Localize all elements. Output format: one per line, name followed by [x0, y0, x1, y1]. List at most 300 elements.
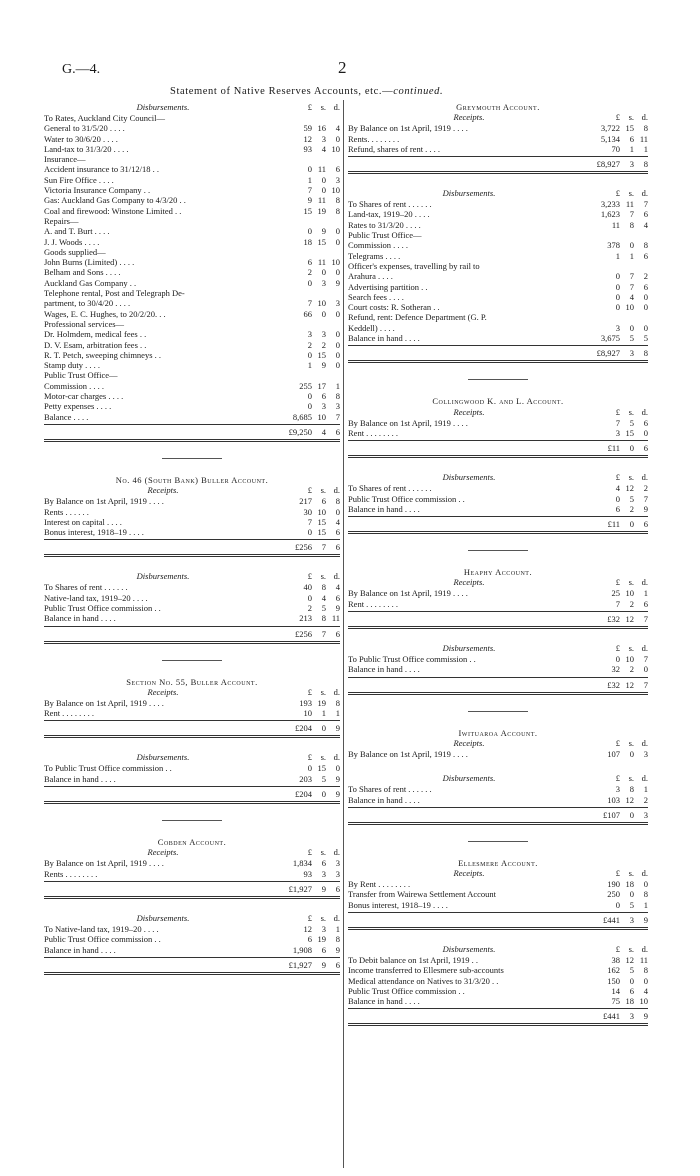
cobden-disbursement-row-amount-s: 3	[321, 923, 326, 934]
main_disb-disbursement-row-amount-d: 0	[335, 308, 340, 319]
greymouth-receipt-row-amount-d: 11	[639, 133, 648, 144]
ellesmere-receipts-heading-units	[590, 868, 648, 879]
main_disb-disbursement-row-amount-s: 2	[321, 339, 326, 350]
buller55-receipt-row-amount-s: 1	[321, 708, 326, 719]
collingwood-title: Collingwood K. and L. Account.	[432, 396, 564, 407]
heaphy-disbursement-row-amount-s: 2	[629, 664, 634, 675]
iwituaroa-disbursement-row	[348, 784, 648, 794]
greymouth-disbursement-row	[348, 302, 648, 312]
heaphy-disbursement-row	[348, 664, 648, 674]
section-separator	[468, 841, 528, 842]
buller46-receipt-row-amount-s: 15	[317, 527, 326, 538]
heaphy-receipts-heading-units	[590, 577, 648, 588]
buller55-disbursement-row-amount	[282, 763, 340, 773]
ellesmere-receipts-total	[348, 912, 648, 930]
collingwood-disbursement-row-label: To Shares of rent . . . . . .	[348, 483, 432, 494]
greymouth-disbursements-total-d: 8	[643, 348, 648, 359]
main_disb-disbursement-row-label: Dr. Holmdem, medical fees . .	[44, 329, 147, 340]
ellesmere-receipt-row	[348, 889, 648, 899]
buller46-disbursement-row-amount-s: 8	[321, 613, 326, 624]
greymouth-disbursement-row-amount-l: 0	[615, 281, 620, 292]
heaphy-receipt-row-amount-s: 2	[629, 598, 634, 609]
greymouth-title: Greymouth Account.	[456, 102, 540, 112]
buller46-disbursement-row	[44, 593, 340, 603]
greymouth-receipt-row-label: Rents. . . . . . . .	[348, 133, 400, 144]
buller46-disbursement-row-amount-l: 40	[303, 582, 312, 593]
pence-heading: d.	[641, 773, 648, 784]
main_disb-disbursement-row	[44, 329, 340, 339]
greymouth-disbursement-row	[348, 282, 648, 292]
main_disb-disbursement-row-label: D. V. Esam, arbitration fees . .	[44, 339, 147, 350]
main_disb-disbursement-row	[44, 401, 340, 411]
ellesmere-disbursements-total-d: 9	[643, 1011, 648, 1022]
greymouth-disbursement-row-amount-s: 5	[629, 333, 634, 344]
greymouth-receipt-row-amount	[590, 134, 648, 144]
greymouth-disbursement-row-label: Balance in hand . . . .	[348, 333, 420, 344]
main_disb-disbursement-row	[44, 206, 340, 216]
ellesmere-disbursement-row	[348, 996, 648, 1006]
buller46-receipt-row-amount-s: 15	[317, 516, 326, 527]
greymouth-receipt-row-label: Refund, shares of rent . . . .	[348, 143, 441, 154]
iwituaroa-disbursement-row-amount-s: 12	[625, 794, 634, 805]
main_disb-disbursement-row-amount-s: 10	[317, 298, 326, 309]
main_disb-disbursement-row-amount-l: 7	[307, 185, 312, 196]
main_disb-disbursements-heading	[44, 102, 340, 113]
main_disb-disbursement-row-amount	[282, 267, 340, 277]
greymouth-disbursement-row-amount-d: 8	[643, 240, 648, 251]
main_disb-disbursement-row-amount-l: 59	[303, 123, 312, 134]
ellesmere-receipt-row-amount-s: 5	[629, 899, 634, 910]
greymouth-receipt-row-amount-s: 6	[629, 133, 634, 144]
collingwood-gap	[348, 458, 648, 472]
greymouth-disbursements-total	[348, 345, 648, 363]
collingwood-receipts-heading-units	[590, 407, 648, 418]
cobden-disbursement-row-label: Balance in hand . . . .	[44, 944, 116, 955]
main_disb-disbursement-row-amount	[282, 350, 340, 360]
ellesmere-receipt-row	[348, 900, 648, 910]
pence-heading: d.	[641, 737, 648, 748]
buller55-receipt-row	[44, 708, 340, 718]
main_disb-disbursement-row-label: Motor-car charges . . . .	[44, 391, 124, 402]
main_disb-disbursement-row	[44, 144, 340, 154]
buller55-disbursement-row-amount-d: 0	[335, 763, 340, 774]
heaphy-disbursements-total-s: 12	[625, 679, 634, 690]
cobden-disbursements-total-l: £1,927	[288, 959, 312, 970]
main_disb-total	[44, 424, 340, 442]
collingwood-disbursements-total	[348, 516, 648, 534]
main_disb-disbursement-row-label: Auckland Gas Company . .	[44, 277, 137, 288]
main_disb-disbursement-row-amount-s: 17	[317, 380, 326, 391]
pound-heading: £	[615, 643, 620, 654]
cobden-disbursement-row-amount-s: 19	[317, 934, 326, 945]
buller55-receipt-row-label: Rent . . . . . . . .	[44, 708, 95, 719]
heaphy-title: Heaphy Account.	[463, 567, 533, 578]
pound-heading: £	[307, 571, 312, 582]
iwituaroa-disbursement-row-amount-l: 103	[607, 794, 620, 805]
main_disb-disbursement-row-label: Insurance—	[44, 154, 86, 165]
shilling-heading: s.	[320, 485, 326, 496]
pence-heading: d.	[641, 406, 648, 417]
statement-title	[170, 86, 443, 97]
collingwood-receipt-row-amount-l: 7	[615, 417, 620, 428]
main_disb-disbursement-row-amount-l: 2	[307, 267, 312, 278]
main_disb-disbursement-row-amount-d: 7	[335, 411, 340, 422]
greymouth-disbursements-total-l: £8,927	[596, 348, 620, 359]
buller46-disbursements-heading	[44, 571, 340, 582]
buller55-disbursements-total-d: 9	[335, 789, 340, 800]
heaphy-receipts-heading-subtitle: Receipts.	[453, 577, 485, 588]
ellesmere-receipts-total-d: 9	[643, 914, 648, 925]
main_disb-disbursement-row-amount-l: 0	[307, 277, 312, 288]
cobden-receipt-row	[44, 869, 340, 879]
main_disb-disbursement-row-amount-d: 10	[331, 185, 340, 196]
iwituaroa-disbursement-row-amount-d: 2	[643, 794, 648, 805]
collingwood-disbursements-total-l: £11	[607, 519, 620, 530]
buller46-receipts-total-l: £256	[295, 542, 312, 553]
greymouth-receipt-row-amount-s: 15	[625, 123, 634, 134]
shilling-heading: s.	[628, 943, 634, 954]
buller55-disbursements-heading-units	[282, 752, 340, 763]
shilling-heading: s.	[320, 102, 326, 112]
buller46-gap	[44, 557, 340, 571]
main_disb-disbursement-row-amount-l: 93	[303, 143, 312, 154]
buller46-disbursement-row-label: To Shares of rent . . . . . .	[44, 582, 128, 593]
cobden-receipt-row-amount-d: 3	[335, 858, 340, 869]
section-separator	[468, 379, 528, 380]
collingwood-disbursement-row	[348, 483, 648, 493]
shilling-heading: s.	[320, 686, 326, 697]
main_disb-disbursement-row-label: Accident insurance to 31/12/18 . .	[44, 164, 159, 175]
iwituaroa-disbursement-row-amount	[590, 784, 648, 794]
collingwood-disbursement-row-amount-s: 5	[629, 493, 634, 504]
buller46-receipt-row-amount-s: 6	[321, 496, 326, 507]
heaphy-disbursement-row-amount-l: 0	[615, 654, 620, 665]
buller46-receipts-total-d: 6	[335, 542, 340, 553]
greymouth-disbursement-row-amount-d: 0	[643, 291, 648, 302]
buller55-gap	[44, 738, 340, 752]
ellesmere-receipt-row-amount	[590, 889, 648, 899]
buller46-disbursement-row	[44, 603, 340, 613]
heaphy-disbursements-total	[348, 677, 648, 695]
buller55-receipt-row-amount-d: 1	[335, 708, 340, 719]
cobden-title: Cobden Account.	[157, 837, 227, 848]
main_disb-disbursement-row	[44, 412, 340, 422]
collingwood-disbursements-heading	[348, 472, 648, 483]
main_disb-disbursement-row-amount-d: 0	[335, 267, 340, 278]
ellesmere-receipt-row-amount	[590, 879, 648, 889]
buller46-receipt-row-amount-l: 7	[307, 516, 312, 527]
buller46-receipt-row	[44, 496, 340, 506]
greymouth-disbursement-row-amount	[590, 271, 648, 281]
main_disb-disbursement-row-amount	[282, 381, 340, 391]
ellesmere-receipts-heading-subtitle: Receipts.	[453, 868, 485, 879]
heaphy-disbursement-row-label: Balance in hand . . . .	[348, 664, 420, 675]
main_disb-disbursement-row-amount-d: 0	[335, 236, 340, 247]
cobden-receipt-row-amount-s: 3	[321, 868, 326, 879]
main_disb-disbursement-row-amount-s: 3	[321, 133, 326, 144]
iwituaroa-disbursement-row-label: Balance in hand . . . .	[348, 794, 420, 805]
ellesmere-disbursement-row-label: Public Trust Office commission . .	[348, 985, 465, 996]
greymouth-disbursement-row-amount	[590, 323, 648, 333]
main_disb-disbursement-row-label: Land-tax to 31/3/20 . . . .	[44, 143, 129, 154]
buller55-disbursement-row-amount-l: 203	[299, 773, 312, 784]
heaphy-gap	[348, 629, 648, 643]
main_disb-disbursement-row-label: Stamp duty . . . .	[44, 360, 100, 371]
pound-heading: £	[615, 188, 620, 199]
main_disb-disbursement-row	[44, 360, 340, 370]
pound-heading: £	[307, 686, 312, 697]
greymouth-disbursement-row-amount-l: 378	[607, 240, 620, 251]
section-separator	[162, 820, 222, 821]
greymouth-disbursement-row-label: Advertising partition . .	[348, 281, 428, 292]
buller46-disbursements-total-s: 7	[321, 628, 326, 639]
greymouth-disbursement-row-amount-s: 10	[625, 302, 634, 313]
heaphy-receipt-row-amount-s: 10	[625, 588, 634, 599]
main_disb-disbursement-row	[44, 123, 340, 133]
main_disb-disbursement-row-label: Belham and Sons . . . .	[44, 267, 121, 278]
greymouth-disbursement-row-amount-s: 7	[629, 281, 634, 292]
main_disb-disbursement-row-amount-d: 10	[331, 257, 340, 268]
main_disb-disbursement-row-amount	[282, 144, 340, 154]
buller46-receipts-heading-subtitle: Receipts.	[147, 485, 179, 496]
greymouth-disbursements-heading-units	[590, 188, 648, 199]
main_disb-disbursement-row	[44, 185, 340, 195]
collingwood-disbursements-heading-units	[590, 472, 648, 483]
buller46-disbursements-total	[44, 626, 340, 644]
ellesmere-disbursements-total	[348, 1008, 648, 1026]
heaphy-receipt-row	[348, 588, 648, 598]
main_disb-disbursement-row-amount-l: 12	[303, 133, 312, 144]
collingwood-receipt-row-amount-d: 0	[643, 427, 648, 438]
main_disb-disbursement-row-amount-d: 3	[335, 298, 340, 309]
pence-heading: d.	[333, 485, 340, 496]
ellesmere-disbursement-row-amount-l: 14	[611, 985, 620, 996]
ellesmere-disbursement-row-amount-l: 75	[611, 996, 620, 1007]
buller46-disbursement-row	[44, 582, 340, 592]
buller46-disbursement-row-label: Balance in hand . . . .	[44, 613, 116, 624]
document-code: G.—4.	[62, 62, 101, 77]
buller46-receipt-row	[44, 517, 340, 527]
main_disb-disbursement-row-amount-s: 9	[321, 360, 326, 371]
main_disb-disbursement-row-amount-l: 2	[307, 339, 312, 350]
greymouth-disbursement-row-amount-s: 0	[629, 240, 634, 251]
buller55-disbursements-total	[44, 786, 340, 804]
main_disb-disbursement-row-amount	[282, 391, 340, 401]
main_disb-disbursement-row	[44, 175, 340, 185]
greymouth-receipts-heading	[348, 112, 648, 123]
heaphy-disbursements-heading-units	[590, 643, 648, 654]
ellesmere-receipts-total-l: £441	[603, 914, 620, 925]
cobden-disbursements-heading-units	[282, 913, 340, 924]
main_disb-disbursement-row-amount-s: 15	[317, 349, 326, 360]
cobden-receipt-row-amount	[282, 869, 340, 879]
shilling-heading: s.	[628, 868, 634, 879]
heaphy-disbursement-row-amount-d: 7	[643, 654, 648, 665]
buller46-disbursement-row-amount-d: 6	[335, 592, 340, 603]
main_disb-disbursement-row-label: R. T. Petch, sweeping chimneys . .	[44, 349, 162, 360]
greymouth-disbursement-row-amount	[590, 199, 648, 209]
greymouth-disbursement-row-amount	[590, 240, 648, 250]
main_disb-disbursement-row	[44, 195, 340, 205]
cobden-receipts-heading-units	[282, 847, 340, 858]
greymouth-disbursement-row	[348, 323, 648, 333]
main_disb-disbursement-row-amount-d: 0	[335, 339, 340, 350]
cobden-receipt-row-amount-d: 3	[335, 868, 340, 879]
cobden-disbursement-row	[44, 945, 340, 955]
buller46-disbursement-row-amount-s: 5	[321, 602, 326, 613]
main_disb-disbursement-row-amount-s: 0	[321, 267, 326, 278]
buller55-disbursements-heading	[44, 752, 340, 763]
main_disb-disbursement-row-amount	[282, 175, 340, 185]
ellesmere-disbursement-row-label: Medical attendance on Natives to 31/3/20 . .	[348, 975, 499, 986]
ellesmere-disbursement-row-amount-d: 0	[643, 975, 648, 986]
buller46-disbursements-heading-subtitle: Disbursements.	[136, 571, 190, 582]
greymouth-receipt-row-label: By Balance on 1st April, 1919 . . . .	[348, 123, 468, 134]
ellesmere-disbursements-total-l: £441	[603, 1011, 620, 1022]
heaphy-disbursements-heading-subtitle: Disbursements.	[442, 643, 496, 654]
main_disb-disbursement-row-amount-l: 6	[307, 257, 312, 268]
cobden-disbursement-row-amount-l: 12	[303, 923, 312, 934]
main_disb-disbursement-row-label: To Rates, Auckland City Council—	[44, 113, 165, 123]
greymouth-receipts-heading-subtitle: Receipts.	[453, 112, 485, 123]
main_disb-disbursement-row-amount-l: 0	[307, 226, 312, 237]
shilling-heading: s.	[628, 406, 634, 417]
main_disb-disbursement-row-amount-s: 16	[317, 123, 326, 134]
column-divider	[343, 100, 344, 1168]
main_disb-disbursement-row-amount	[282, 412, 340, 422]
iwituaroa-receipt-row-amount	[590, 749, 648, 759]
greymouth-disbursement-row-label: Commission . . . .	[348, 240, 408, 251]
main_disb-disbursement-row-amount-d: 6	[335, 164, 340, 175]
heaphy-disbursement-row	[348, 654, 648, 664]
buller46-receipt-row-label: By Balance on 1st April, 1919 . . . .	[44, 496, 164, 507]
main_disb-disbursement-row-amount-l: 0	[307, 349, 312, 360]
main_disb-disbursement-row-amount-s: 0	[321, 185, 326, 196]
heaphy-receipt-row-label: By Balance on 1st April, 1919 . . . .	[348, 588, 468, 599]
greymouth-disbursement-row-amount	[590, 220, 648, 230]
main_disb-disbursement-row	[44, 134, 340, 144]
greymouth-disbursement-row-amount-s: 0	[629, 322, 634, 333]
pence-heading: d.	[333, 847, 340, 858]
buller46-receipt-row-amount	[282, 517, 340, 527]
ellesmere-receipts-total-s: 3	[629, 914, 634, 925]
main_disb-disbursement-row-amount	[282, 185, 340, 195]
shilling-heading: s.	[628, 472, 634, 483]
main_disb-disbursement-row-amount-s: 3	[321, 277, 326, 288]
greymouth-disbursement-row-amount-l: 0	[615, 302, 620, 313]
greymouth-disbursement-row-amount	[590, 302, 648, 312]
heaphy-disbursements-total-d: 7	[643, 679, 648, 690]
iwituaroa-title: Iwituaroa Account.	[458, 727, 538, 738]
greymouth-disbursement-row-amount-d: 5	[643, 333, 648, 344]
collingwood-disbursement-row-amount	[590, 504, 648, 514]
cobden-disbursements-total-s: 9	[321, 959, 326, 970]
ellesmere-receipt-row-amount-s: 0	[629, 889, 634, 900]
buller55-receipt-row-amount-d: 8	[335, 697, 340, 708]
main_disb-disbursement-row-amount	[282, 329, 340, 339]
buller46-disbursement-row-label: Public Trust Office commission . .	[44, 602, 161, 613]
cobden-disbursement-row-amount-d: 8	[335, 934, 340, 945]
greymouth-disbursement-row-amount-l: 0	[615, 271, 620, 282]
collingwood-receipts-total	[348, 440, 648, 458]
greymouth-disbursement-row-amount-d: 0	[643, 322, 648, 333]
cobden-receipt-row-amount-l: 93	[303, 868, 312, 879]
buller46-disbursement-row-amount	[282, 593, 340, 603]
ellesmere-receipt-row-amount-s: 18	[625, 879, 634, 890]
greymouth-disbursement-row-amount-d: 7	[643, 199, 648, 210]
collingwood-disbursement-row-amount	[590, 494, 648, 504]
main_disb-disbursement-row-amount-s: 11	[317, 257, 326, 268]
buller55-disbursement-row	[44, 763, 340, 773]
main_disb-disbursement-row	[44, 309, 340, 319]
greymouth-disbursement-row-label: Officer's expenses, travelling by rail to	[348, 260, 480, 271]
greymouth-disbursement-row-amount-s: 1	[629, 250, 634, 261]
ellesmere-receipt-row	[348, 879, 648, 889]
pound-heading: £	[615, 406, 620, 417]
ellesmere-disbursements-heading-units	[590, 944, 648, 955]
cobden-receipt-row-amount-l: 1,834	[292, 858, 312, 869]
ellesmere-disbursement-row-amount	[590, 955, 648, 965]
collingwood-disbursements-total-d: 6	[643, 519, 648, 530]
heaphy-disbursement-row-label: To Public Trust Office commission . .	[348, 654, 476, 665]
greymouth-disbursement-row-label: Land-tax, 1919–20 . . . .	[348, 209, 430, 220]
greymouth-disbursement-row-label: Court costs: R. Sotheran . .	[348, 302, 440, 313]
pound-heading: £	[615, 943, 620, 954]
heaphy-receipts-total-l: £32	[607, 614, 620, 625]
ellesmere-disbursement-row	[348, 986, 648, 996]
greymouth-receipts-total	[348, 156, 648, 174]
collingwood-disbursement-row-amount-d: 7	[643, 493, 648, 504]
main_disb-disbursement-row-amount-l: 66	[303, 308, 312, 319]
ellesmere-disbursement-row-amount	[590, 965, 648, 975]
main_disb-disbursement-row	[44, 298, 340, 308]
cobden-disbursement-row-amount-l: 6	[307, 934, 312, 945]
shilling-heading: s.	[628, 643, 634, 654]
heaphy-receipts-heading	[348, 577, 648, 588]
greymouth-disbursement-row	[348, 230, 648, 240]
cobden-disbursement-row-amount-s: 6	[321, 944, 326, 955]
buller46-receipt-row-amount-s: 10	[317, 506, 326, 517]
collingwood-receipt-row-amount	[590, 418, 648, 428]
cobden-disbursement-row-amount-d: 9	[335, 944, 340, 955]
shilling-heading: s.	[628, 188, 634, 199]
collingwood-disbursement-row-amount-l: 4	[615, 483, 620, 494]
buller46-disbursement-row-amount-d: 9	[335, 602, 340, 613]
buller55-receipts-heading	[44, 687, 340, 698]
shilling-heading: s.	[628, 737, 634, 748]
cobden-receipts-heading	[44, 847, 340, 858]
collingwood-disbursement-row-amount-d: 2	[643, 483, 648, 494]
buller55-receipt-row	[44, 698, 340, 708]
main_disb-disbursement-row	[44, 391, 340, 401]
iwituaroa-receipts-heading-units	[590, 738, 648, 749]
cobden-receipt-row-amount-s: 6	[321, 858, 326, 869]
iwituaroa-disbursements-total	[348, 807, 648, 825]
main_disb-disbursement-row-amount-l: 0	[307, 391, 312, 402]
ellesmere-disbursement-row-amount-d: 10	[639, 996, 648, 1007]
pound-heading: £	[307, 102, 312, 112]
main_disb-disbursement-row-amount-l: 9	[307, 195, 312, 206]
collingwood-receipts-total-d: 6	[643, 443, 648, 454]
collingwood-receipts-total-s: 0	[629, 443, 634, 454]
cobden-disbursement-row-label: Public Trust Office commission . .	[44, 934, 161, 945]
collingwood-disbursements-heading-subtitle: Disbursements.	[442, 472, 496, 483]
cobden-disbursements-total	[44, 957, 340, 975]
buller46-disbursement-row-amount-d: 4	[335, 582, 340, 593]
heaphy-receipt-row-amount	[590, 588, 648, 598]
heaphy-receipt-row-label: Rent . . . . . . . .	[348, 598, 399, 609]
greymouth-disbursement-row-amount-s: 11	[625, 199, 634, 210]
